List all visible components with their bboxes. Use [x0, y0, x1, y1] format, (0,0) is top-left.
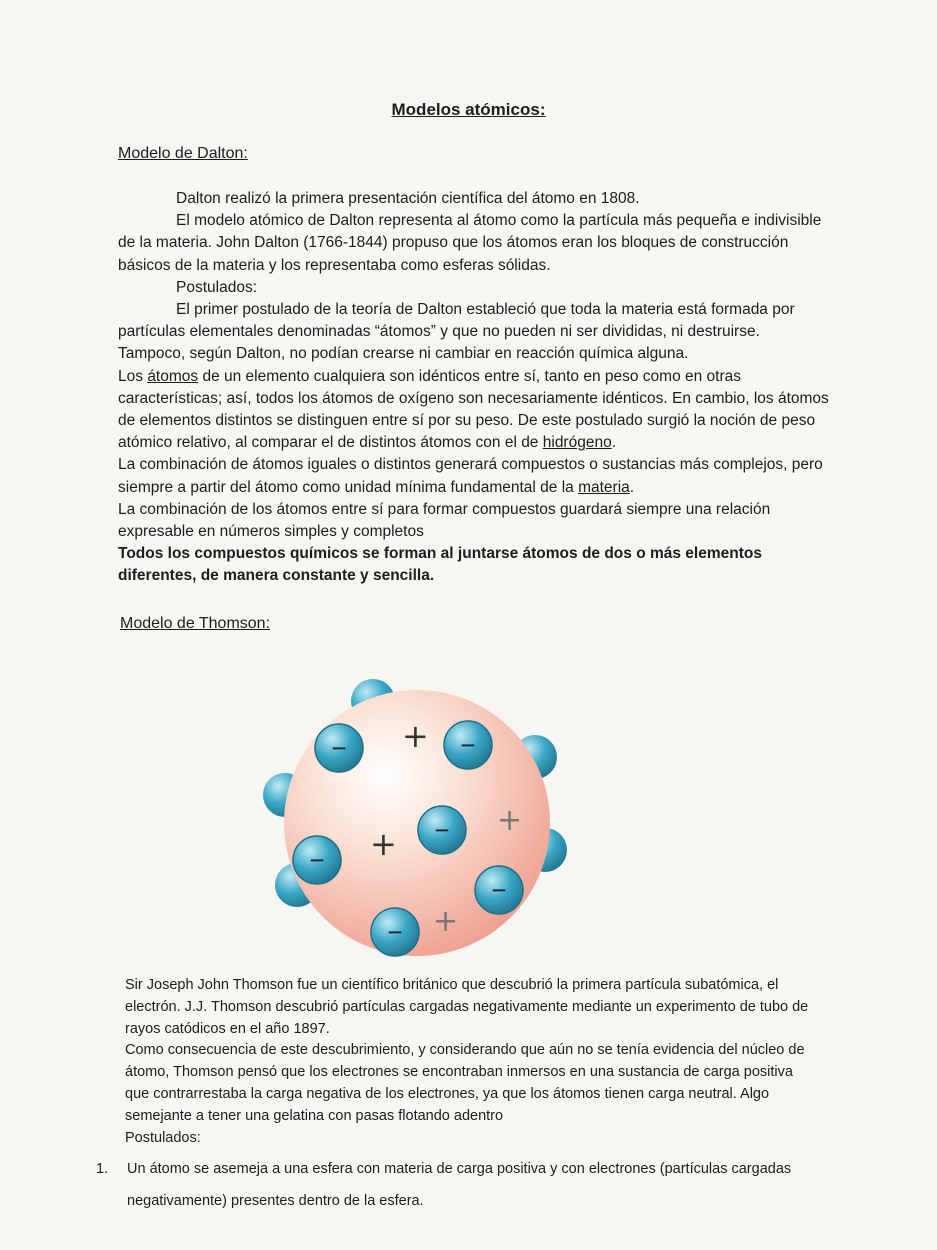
text-span: de un elemento cualquiera son idénticos entre sí, tanto en peso como en otras características; así, todos los átomos de oxígeno son necesariamente idénticos. En cambio, los átomos de elementos distintos se distinguen entre sí por su peso. De este postulado surgió la noción de peso atómico relativo, al comparar el de distintos átomos con el de — [118, 367, 829, 452]
dalton-postulados-label: Postulados: — [176, 278, 257, 296]
text-span: . — [611, 434, 617, 452]
dalton-paragraph-3: El primer postulado de la teoría de Dalton estableció que toda la materia está formada por partículas elementales denominadas “átomos” y que no pueden ni ser divididas, ni destruirse. Tampoco, según Dalton, no podían crearse ni cambiar en reacción química alguna. — [118, 301, 795, 363]
minus-sign: − — [434, 815, 450, 845]
thomson-atom-diagram — [255, 675, 575, 975]
electron — [315, 724, 363, 772]
plus-sign: + — [370, 825, 397, 863]
text-span: La combinación de átomos iguales o distintos generará compuestos o sustancias más complejos, pero siempre a partir del átomo como unidad mínima fundamental de la — [118, 456, 823, 496]
plus-sign: + — [402, 717, 429, 755]
minus-sign: − — [387, 917, 403, 947]
text-span: . — [629, 478, 635, 496]
list-item-number: 1. — [96, 1161, 109, 1177]
page-title: Modelos atómicos: — [391, 100, 546, 119]
thomson-paragraph-2: Como consecuencia de este descubrimiento, y considerando que aún no se tenía evidencia del núcleo de átomo, Thomson pensó que los electrones se encontraban inmersos en una sustancia de carga positiva que contrarrestaba la carga negativa de los electrones, ya que los átomos tienen carga neutral. Algo semejante a tener una gelatina con pasas flotando adentro — [125, 1042, 805, 1124]
dalton-heading: Modelo de Dalton: — [118, 145, 248, 162]
plus-sign: + — [433, 904, 459, 939]
materia-link[interactable]: materia — [578, 478, 630, 496]
dalton-paragraph-1: Dalton realizó la primera presentación científica del átomo en 1808. — [176, 190, 640, 207]
thomson-postulados-label: Postulados: — [125, 1129, 201, 1146]
thomson-heading: Modelo de Thomson: — [120, 615, 271, 632]
electron — [444, 721, 492, 769]
electron — [371, 908, 419, 956]
minus-sign: − — [309, 845, 325, 875]
dalton-paragraph-6: La combinación de los átomos entre sí para formar compuestos guardará siempre una relación expresable en números simples y completos — [118, 500, 771, 541]
atomos-link[interactable]: átomos — [147, 367, 199, 385]
electron — [418, 806, 466, 854]
minus-sign: − — [491, 875, 507, 905]
text-span: Los — [118, 367, 148, 385]
electron — [293, 836, 341, 884]
list-item-text: Un átomo se asemeja a una esfera con materia de carga positiva y con electrones (partículas cargadas negativamente) presentes dentro de la esfera. — [127, 1161, 792, 1209]
thomson-paragraph-1: Sir Joseph John Thomson fue un científico británico que descubrió la primera partícula subatómica, el electrón. J.J. Thomson descubrió partículas cargadas negativamente mediante un experimento de tubo de rayos catódicos en el año 1897. — [125, 977, 809, 1037]
thomson-section — [125, 975, 815, 1149]
dalton-section — [118, 188, 830, 588]
minus-sign: − — [331, 733, 347, 763]
dalton-paragraph-2: El modelo atómico de Dalton representa al átomo como la partícula más pequeña e indivisible de la materia. John Dalton (1766-1844) propuso que los átomos eran los bloques de construcción básicos de la materia y los representaba como esferas sólidas. — [118, 212, 822, 274]
electron — [475, 866, 523, 914]
dalton-paragraph-4 — [118, 366, 830, 455]
dalton-paragraph-5 — [118, 454, 830, 498]
plus-sign: + — [497, 803, 523, 838]
dalton-paragraph-7: Todos los compuestos químicos se forman al juntarse átomos de dos o más elementos diferentes, de manera constante y sencilla. — [118, 545, 762, 585]
hidrogeno-link[interactable]: hidrógeno — [542, 434, 612, 452]
minus-sign: − — [460, 730, 476, 760]
